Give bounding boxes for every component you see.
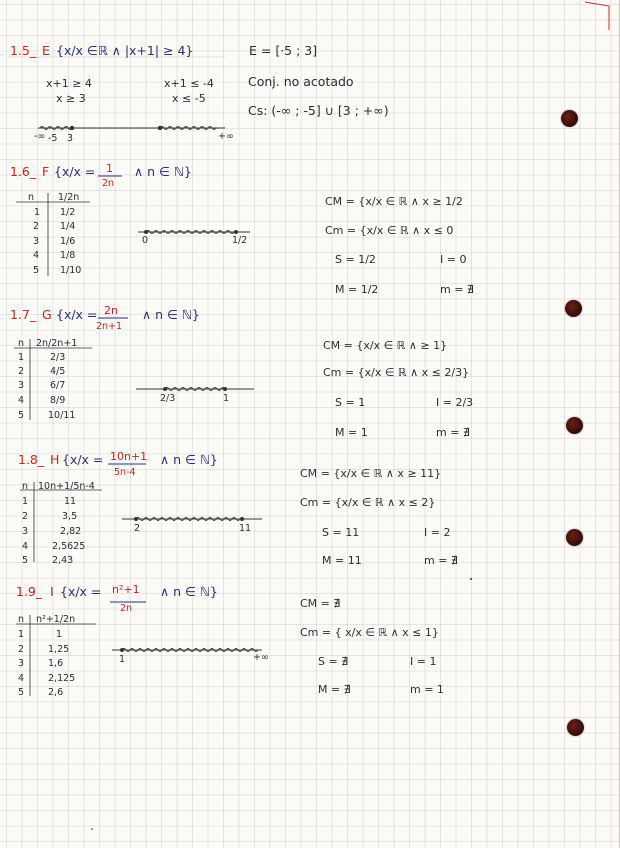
table-cell: 1 bbox=[34, 207, 41, 218]
set-definition-start: {x/x = bbox=[60, 584, 102, 599]
number-line-label: -∞ bbox=[34, 131, 46, 142]
table-lines-ex16 bbox=[16, 193, 90, 276]
table-header: n²+1/2n bbox=[36, 614, 76, 625]
minimum: m = 1 bbox=[410, 683, 444, 696]
fraction-numerator: 2n bbox=[104, 304, 118, 317]
table-cell: 3 bbox=[33, 236, 40, 247]
set-letter: F bbox=[42, 164, 50, 179]
supremum: S = 1/2 bbox=[335, 253, 376, 266]
exercise-number: 1.6_ bbox=[10, 164, 37, 179]
set-definition-start: {x/x = bbox=[62, 452, 104, 467]
supremum: S = 11 bbox=[322, 526, 360, 539]
table-cell: 2,5625 bbox=[52, 541, 86, 552]
number-line-label: 2/3 bbox=[160, 393, 176, 404]
case-2-inequality: x+1 ≤ -4 bbox=[164, 77, 214, 90]
exercise-number: 1.5_ bbox=[10, 43, 37, 58]
number-line-label: 1/2 bbox=[232, 235, 248, 246]
table-header: n bbox=[22, 481, 29, 492]
table-cell: 1 bbox=[22, 496, 29, 507]
set-letter: E bbox=[42, 43, 50, 58]
table-cell: 1/6 bbox=[60, 236, 76, 247]
infimum: I = 2 bbox=[424, 526, 451, 539]
infimum: I = 0 bbox=[440, 253, 467, 266]
table-cell: 2,43 bbox=[52, 555, 74, 566]
upper-bound-set: Cs: (-∞ ; -5] ∪ [3 ; +∞) bbox=[248, 103, 389, 118]
table-cell: 5 bbox=[33, 265, 40, 276]
table-cell: 2 bbox=[18, 644, 25, 655]
table-cell: 2 bbox=[18, 366, 25, 377]
table-cell: 2 bbox=[33, 221, 40, 232]
table-cell: 3 bbox=[22, 526, 29, 537]
table-cell: 1 bbox=[18, 352, 25, 363]
infimum: I = 2/3 bbox=[436, 396, 474, 409]
ink-dot bbox=[470, 578, 472, 580]
supremum: S = 1 bbox=[335, 396, 366, 409]
table-cell: 5 bbox=[18, 687, 25, 698]
case-1-inequality: x+1 ≥ 4 bbox=[46, 77, 92, 90]
number-line-label: 2 bbox=[134, 523, 141, 534]
number-line-ex19 bbox=[112, 648, 262, 652]
upper-bound-set: CM = {x/x ∈ ℝ ∧ x ≥ 1/2 bbox=[325, 195, 463, 208]
maximum: M = ∄ bbox=[318, 683, 351, 696]
fraction-denominator: 2n bbox=[102, 178, 115, 189]
table-cell: 1 bbox=[18, 629, 25, 640]
number-line-label: -5 bbox=[48, 133, 58, 144]
lower-bound-set: Cm = { x/x ∈ ℝ ∧ x ≤ 1} bbox=[300, 626, 439, 639]
number-line-label: 1 bbox=[223, 393, 230, 404]
lower-bound-set: Cm = {x/x ∈ ℝ ∧ x ≤ 2/3} bbox=[323, 366, 470, 379]
set-letter: G bbox=[42, 307, 52, 322]
exercise-number: 1.7_ bbox=[10, 307, 37, 322]
table-cell: 4/5 bbox=[50, 366, 66, 377]
fraction-denominator: 2n bbox=[120, 603, 133, 614]
upper-bound-set: CM = {x/x ∈ ℝ ∧ x ≥ 11} bbox=[300, 467, 442, 480]
table-cell: 1,6 bbox=[48, 658, 64, 669]
fraction-numerator: 10n+1 bbox=[110, 450, 148, 463]
table-cell: 2,82 bbox=[60, 526, 82, 537]
table-header: 1/2n bbox=[58, 192, 80, 203]
infimum: I = 1 bbox=[410, 655, 437, 668]
table-cell: 2,125 bbox=[48, 673, 76, 684]
upper-bound-set: CM = ∄ bbox=[300, 597, 341, 610]
set-definition-start: {x/x = bbox=[54, 164, 96, 179]
table-cell: 6/7 bbox=[50, 380, 66, 391]
fraction-numerator: n²+1 bbox=[112, 583, 140, 596]
table-cell: 4 bbox=[18, 673, 25, 684]
table-cell: 5 bbox=[18, 410, 25, 421]
maximum: M = 11 bbox=[322, 554, 362, 567]
number-line-ex15 bbox=[38, 126, 225, 130]
case-1-result: x ≥ 3 bbox=[56, 92, 86, 105]
exercise-number: 1.8_ bbox=[18, 452, 45, 467]
supremum: S = ∄ bbox=[318, 655, 349, 668]
set-definition-end: ∧ n ∈ ℕ} bbox=[160, 452, 218, 467]
table-header: 2n/2n+1 bbox=[36, 338, 78, 349]
table-header: n bbox=[18, 614, 25, 625]
table-cell: 1/4 bbox=[60, 221, 76, 232]
table-cell: 3,5 bbox=[62, 511, 78, 522]
table-cell: 1,25 bbox=[48, 644, 70, 655]
table-cell: 4 bbox=[18, 395, 25, 406]
lower-bound-set: Cm = {x/x ∈ ℝ ∧ x ≤ 0 bbox=[325, 224, 454, 237]
minimum: m = ∄ bbox=[436, 426, 470, 439]
ink-dot bbox=[91, 828, 93, 830]
table-cell: 3 bbox=[18, 658, 25, 669]
set-letter: H bbox=[50, 452, 60, 467]
exercise-number: 1.9_ bbox=[16, 584, 43, 599]
table-header: n bbox=[28, 192, 35, 203]
number-line-label: +∞ bbox=[253, 652, 269, 663]
number-line-label: +∞ bbox=[218, 131, 234, 142]
set-value: E = [·5 ; 3] bbox=[249, 43, 318, 58]
table-cell: 4 bbox=[33, 250, 40, 261]
table-cell: 2 bbox=[22, 511, 29, 522]
table-cell: 1/10 bbox=[60, 265, 82, 276]
minimum: m = ∄ bbox=[424, 554, 458, 567]
bounded-note: Conj. no acotado bbox=[248, 74, 354, 89]
table-cell: 1 bbox=[56, 629, 63, 640]
table-cell: 3 bbox=[18, 380, 25, 391]
lower-bound-set: Cm = {x/x ∈ ℝ ∧ x ≤ 2} bbox=[300, 496, 436, 509]
set-definition-end: ∧ n ∈ ℕ} bbox=[160, 584, 218, 599]
number-line-ex18 bbox=[122, 517, 262, 521]
number-line-ex16 bbox=[138, 230, 250, 234]
set-letter: I bbox=[50, 584, 54, 599]
table-cell: 1/2 bbox=[60, 207, 76, 218]
number-line-label: 3 bbox=[67, 133, 74, 144]
number-line-label: 11 bbox=[239, 523, 252, 534]
maximum: M = 1 bbox=[335, 426, 368, 439]
number-line-label: 0 bbox=[142, 235, 149, 246]
table-cell: 2/3 bbox=[50, 352, 66, 363]
maximum: M = 1/2 bbox=[335, 283, 379, 296]
table-cell: 5 bbox=[22, 555, 29, 566]
fraction-numerator: 1 bbox=[106, 162, 113, 175]
number-line-ex17 bbox=[136, 387, 254, 391]
fraction-denominator: 5n-4 bbox=[114, 467, 136, 478]
table-header: 10n+1/5n-4 bbox=[38, 481, 95, 492]
number-line-label: 1 bbox=[119, 654, 126, 665]
table-cell: 11 bbox=[64, 496, 77, 507]
table-cell: 2,6 bbox=[48, 687, 64, 698]
set-definition-start: {x/x = bbox=[56, 307, 98, 322]
table-cell: 4 bbox=[22, 541, 29, 552]
table-cell: 8/9 bbox=[50, 395, 66, 406]
table-header: n bbox=[18, 338, 25, 349]
case-2-result: x ≤ -5 bbox=[172, 92, 206, 105]
minimum: m = ∄ bbox=[440, 283, 474, 296]
fraction-denominator: 2n+1 bbox=[96, 321, 123, 332]
set-definition-end: ∧ n ∈ ℕ} bbox=[142, 307, 200, 322]
table-cell: 1/8 bbox=[60, 250, 76, 261]
set-definition: {x/x ∈ℝ ∧ |x+1| ≥ 4} bbox=[56, 43, 194, 58]
table-cell: 10/11 bbox=[48, 410, 76, 421]
set-definition-end: ∧ n ∈ ℕ} bbox=[134, 164, 192, 179]
upper-bound-set: CM = {x/x ∈ ℝ ∧ ≥ 1} bbox=[323, 339, 448, 352]
